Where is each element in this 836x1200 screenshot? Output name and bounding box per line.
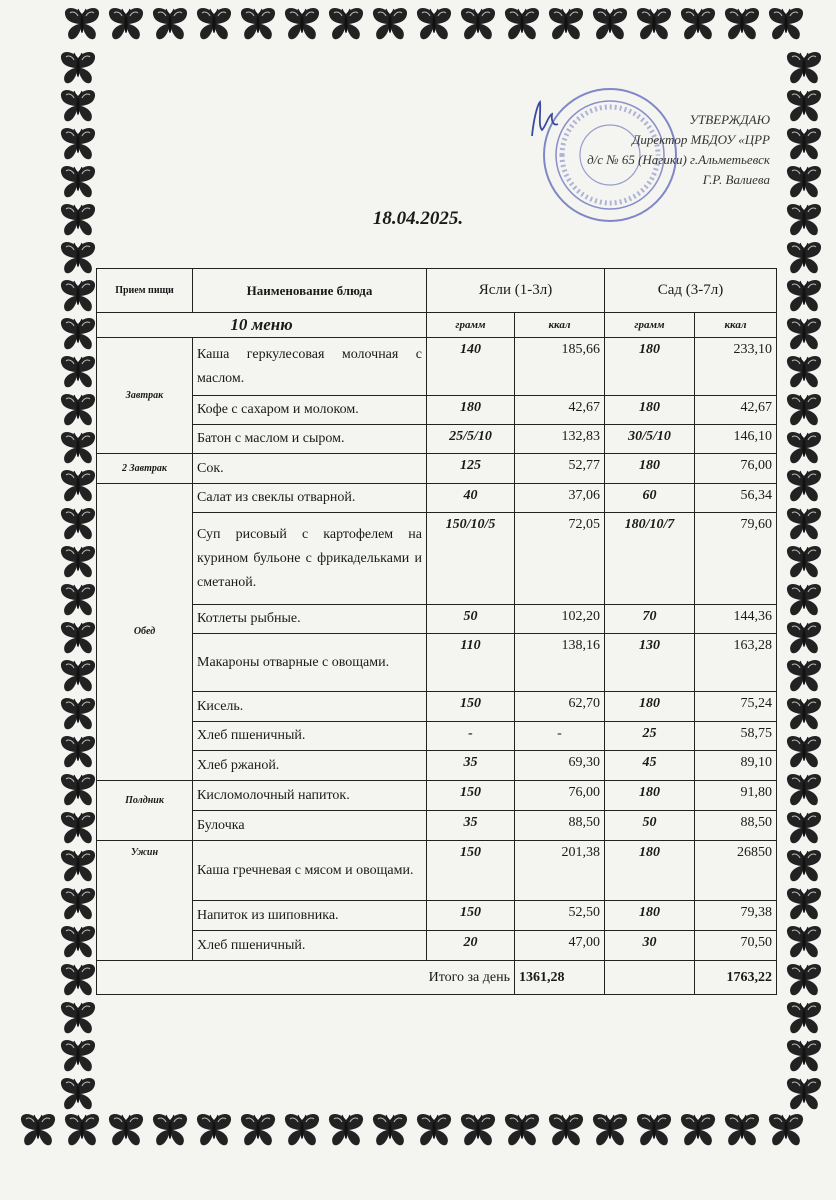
butterfly-icon xyxy=(678,6,718,42)
butterfly-icon xyxy=(784,962,824,998)
nursery-kcal: 42,67 xyxy=(515,396,605,425)
nursery-kcal: 52,50 xyxy=(515,901,605,931)
butterfly-icon xyxy=(58,848,98,884)
butterfly-icon xyxy=(58,1000,98,1036)
butterfly-icon xyxy=(58,658,98,694)
butterfly-icon xyxy=(784,810,824,846)
approval-block xyxy=(587,110,770,190)
butterfly-icon xyxy=(722,6,762,42)
nursery-kcal: 52,77 xyxy=(515,454,605,484)
nursery-kcal: 132,83 xyxy=(515,425,605,454)
butterfly-icon xyxy=(634,1112,674,1148)
kindergarten-gram: 60 xyxy=(605,484,695,513)
table-row xyxy=(97,751,777,781)
dish-name: Кофе с сахаром и молоком. xyxy=(193,396,427,425)
butterfly-icon xyxy=(678,1112,718,1148)
nursery-gram: 150 xyxy=(427,692,515,722)
table-subheader-row xyxy=(97,313,777,338)
kindergarten-gram: 180 xyxy=(605,692,695,722)
total-empty-cell xyxy=(605,961,695,995)
butterfly-icon xyxy=(784,772,824,808)
approval-position: Директор МБДОУ «ЦРР xyxy=(632,132,770,147)
kindergarten-kcal: 70,50 xyxy=(695,931,777,961)
butterfly-icon xyxy=(58,126,98,162)
butterfly-icon xyxy=(784,392,824,428)
butterfly-icon xyxy=(58,278,98,314)
butterfly-icon xyxy=(784,430,824,466)
dish-name: Кисломолочный напиток. xyxy=(193,781,427,811)
nursery-gram: 20 xyxy=(427,931,515,961)
nursery-gram: 35 xyxy=(427,811,515,841)
dish-name: Хлеб пшеничный. xyxy=(193,931,427,961)
butterfly-icon xyxy=(58,430,98,466)
dish-name: Котлеты рыбные. xyxy=(193,605,427,634)
kindergarten-kcal: 75,24 xyxy=(695,692,777,722)
nursery-kcal: 201,38 xyxy=(515,841,605,901)
table-row xyxy=(97,722,777,751)
subheader-gram: грамм xyxy=(427,313,515,338)
meal-dinner: Ужин xyxy=(97,841,193,961)
butterfly-icon xyxy=(62,6,102,42)
nursery-gram: 140 xyxy=(427,338,515,396)
butterfly-icon xyxy=(502,1112,542,1148)
nursery-kcal: 76,00 xyxy=(515,781,605,811)
approval-organization: д/с № 65 (Нагики) г.Альметьевск xyxy=(587,152,770,167)
butterfly-icon xyxy=(238,1112,278,1148)
header-group-kindergarten: Сад (3-7л) xyxy=(605,269,777,313)
butterfly-icon xyxy=(546,6,586,42)
kindergarten-kcal: 79,38 xyxy=(695,901,777,931)
butterfly-icon xyxy=(784,1000,824,1036)
table-row xyxy=(97,425,777,454)
meal-afternoon-snack: Полдник xyxy=(97,781,193,841)
butterfly-icon xyxy=(194,6,234,42)
butterfly-icon xyxy=(58,468,98,504)
header-meal: Прием пищи xyxy=(97,269,193,313)
butterfly-icon xyxy=(18,1112,58,1148)
table-row xyxy=(97,338,777,396)
butterfly-icon xyxy=(282,6,322,42)
butterfly-icon xyxy=(784,886,824,922)
butterfly-icon xyxy=(58,316,98,352)
kindergarten-gram: 30 xyxy=(605,931,695,961)
subheader-gram: грамм xyxy=(605,313,695,338)
nursery-gram: 125 xyxy=(427,454,515,484)
butterfly-icon xyxy=(784,658,824,694)
nursery-gram: 150 xyxy=(427,781,515,811)
table-row xyxy=(97,484,777,513)
kindergarten-kcal: 76,00 xyxy=(695,454,777,484)
table-row xyxy=(97,605,777,634)
approval-director-name: Г.Р. Валиева xyxy=(702,172,770,187)
butterfly-icon xyxy=(58,734,98,770)
butterfly-icon xyxy=(58,886,98,922)
butterfly-icon xyxy=(282,1112,322,1148)
kindergarten-kcal: 79,60 xyxy=(695,513,777,605)
butterfly-border-bottom xyxy=(18,1112,806,1148)
butterfly-icon xyxy=(194,1112,234,1148)
kindergarten-kcal: 163,28 xyxy=(695,634,777,692)
kindergarten-gram: 180 xyxy=(605,396,695,425)
butterfly-icon xyxy=(784,924,824,960)
table-row xyxy=(97,781,777,811)
dish-name: Напиток из шиповника. xyxy=(193,901,427,931)
kindergarten-kcal: 89,10 xyxy=(695,751,777,781)
butterfly-icon xyxy=(58,240,98,276)
butterfly-icon xyxy=(458,6,498,42)
nursery-gram: 50 xyxy=(427,605,515,634)
nursery-gram: - xyxy=(427,722,515,751)
nursery-gram: 25/5/10 xyxy=(427,425,515,454)
nursery-gram: 150/10/5 xyxy=(427,513,515,605)
butterfly-icon xyxy=(370,1112,410,1148)
dish-name: Хлеб ржаной. xyxy=(193,751,427,781)
kindergarten-gram: 180 xyxy=(605,454,695,484)
dish-name: Макароны отварные с овощами. xyxy=(193,634,427,692)
butterfly-icon xyxy=(238,6,278,42)
butterfly-icon xyxy=(58,962,98,998)
nursery-kcal: 69,30 xyxy=(515,751,605,781)
table-header-row xyxy=(97,269,777,313)
butterfly-icon xyxy=(326,1112,366,1148)
butterfly-icon xyxy=(58,1038,98,1074)
nursery-kcal: 62,70 xyxy=(515,692,605,722)
table-row xyxy=(97,513,777,605)
butterfly-icon xyxy=(784,544,824,580)
kindergarten-gram: 180 xyxy=(605,338,695,396)
butterfly-icon xyxy=(784,164,824,200)
kindergarten-kcal: 58,75 xyxy=(695,722,777,751)
dish-name: Каша гречневая с мясом и овощами. xyxy=(193,841,427,901)
dish-name: Батон с маслом и сыром. xyxy=(193,425,427,454)
butterfly-icon xyxy=(58,88,98,124)
nursery-gram: 40 xyxy=(427,484,515,513)
butterfly-icon xyxy=(58,392,98,428)
butterfly-border-top xyxy=(62,6,806,42)
dish-name: Кисель. xyxy=(193,692,427,722)
nursery-gram: 150 xyxy=(427,841,515,901)
total-nursery-kcal: 1361,28 xyxy=(515,961,605,995)
butterfly-icon xyxy=(784,848,824,884)
butterfly-icon xyxy=(766,6,806,42)
table-row xyxy=(97,454,777,484)
table-row xyxy=(97,692,777,722)
butterfly-icon xyxy=(784,582,824,618)
subheader-kcal: ккал xyxy=(695,313,777,338)
kindergarten-kcal: 233,10 xyxy=(695,338,777,396)
dish-name: Булочка xyxy=(193,811,427,841)
nursery-kcal: 88,50 xyxy=(515,811,605,841)
butterfly-icon xyxy=(784,1038,824,1074)
butterfly-icon xyxy=(784,126,824,162)
butterfly-icon xyxy=(58,772,98,808)
menu-date: 18.04.2025. xyxy=(372,208,464,229)
kindergarten-gram: 130 xyxy=(605,634,695,692)
table-row xyxy=(97,901,777,931)
table-row xyxy=(97,931,777,961)
approval-title: УТВЕРЖДАЮ xyxy=(689,112,770,127)
kindergarten-gram: 45 xyxy=(605,751,695,781)
nursery-kcal: 102,20 xyxy=(515,605,605,634)
butterfly-icon xyxy=(58,582,98,618)
butterfly-icon xyxy=(58,50,98,86)
menu-number: 10 меню xyxy=(97,313,427,338)
nursery-kcal: 72,05 xyxy=(515,513,605,605)
meal-lunch: Обед xyxy=(97,484,193,781)
butterfly-icon xyxy=(62,1112,102,1148)
table-row xyxy=(97,811,777,841)
meal-breakfast: Завтрак xyxy=(97,338,193,454)
butterfly-icon xyxy=(784,316,824,352)
total-kindergarten-kcal: 1763,22 xyxy=(695,961,777,995)
dish-name: Сок. xyxy=(193,454,427,484)
butterfly-icon xyxy=(150,1112,190,1148)
kindergarten-gram: 50 xyxy=(605,811,695,841)
butterfly-icon xyxy=(784,354,824,390)
signature xyxy=(524,96,584,146)
butterfly-icon xyxy=(766,1112,806,1148)
nursery-kcal: 47,00 xyxy=(515,931,605,961)
subheader-kcal: ккал xyxy=(515,313,605,338)
kindergarten-gram: 70 xyxy=(605,605,695,634)
butterfly-icon xyxy=(634,6,674,42)
butterfly-icon xyxy=(784,50,824,86)
butterfly-icon xyxy=(58,506,98,542)
butterfly-icon xyxy=(590,6,630,42)
dish-name: Суп рисовый с картофелем на курином бульоне с фрикадельками и сметаной. xyxy=(193,513,427,605)
butterfly-icon xyxy=(784,696,824,732)
butterfly-icon xyxy=(414,6,454,42)
dish-name: Хлеб пшеничный. xyxy=(193,722,427,751)
kindergarten-gram: 180 xyxy=(605,841,695,901)
kindergarten-kcal: 91,80 xyxy=(695,781,777,811)
butterfly-icon xyxy=(326,6,366,42)
nursery-gram: 110 xyxy=(427,634,515,692)
butterfly-icon xyxy=(58,924,98,960)
kindergarten-kcal: 88,50 xyxy=(695,811,777,841)
kindergarten-kcal: 42,67 xyxy=(695,396,777,425)
meal-second-breakfast: 2 Завтрак xyxy=(97,454,193,484)
butterfly-icon xyxy=(150,6,190,42)
butterfly-icon xyxy=(58,810,98,846)
nursery-gram: 150 xyxy=(427,901,515,931)
butterfly-icon xyxy=(722,1112,762,1148)
butterfly-icon xyxy=(546,1112,586,1148)
butterfly-icon xyxy=(784,734,824,770)
kindergarten-gram: 180/10/7 xyxy=(605,513,695,605)
kindergarten-kcal: 56,34 xyxy=(695,484,777,513)
nursery-kcal: - xyxy=(515,722,605,751)
nursery-gram: 180 xyxy=(427,396,515,425)
kindergarten-gram: 180 xyxy=(605,901,695,931)
butterfly-icon xyxy=(106,6,146,42)
butterfly-icon xyxy=(58,620,98,656)
kindergarten-gram: 180 xyxy=(605,781,695,811)
kindergarten-kcal: 146,10 xyxy=(695,425,777,454)
butterfly-icon xyxy=(58,696,98,732)
butterfly-icon xyxy=(590,1112,630,1148)
header-dish: Наименование блюда xyxy=(193,269,427,313)
butterfly-icon xyxy=(106,1112,146,1148)
nursery-gram: 35 xyxy=(427,751,515,781)
butterfly-icon xyxy=(784,88,824,124)
nursery-kcal: 138,16 xyxy=(515,634,605,692)
butterfly-icon xyxy=(58,354,98,390)
butterfly-icon xyxy=(784,468,824,504)
butterfly-icon xyxy=(784,240,824,276)
dish-name: Каша геркулесовая молочная с маслом. xyxy=(193,338,427,396)
butterfly-icon xyxy=(58,1076,98,1112)
butterfly-icon xyxy=(58,164,98,200)
butterfly-icon xyxy=(502,6,542,42)
butterfly-icon xyxy=(370,6,410,42)
butterfly-icon xyxy=(784,278,824,314)
table-row xyxy=(97,396,777,425)
total-row xyxy=(97,961,777,995)
butterfly-icon xyxy=(58,544,98,580)
butterfly-icon xyxy=(784,1076,824,1112)
dish-name: Салат из свеклы отварной. xyxy=(193,484,427,513)
nursery-kcal: 185,66 xyxy=(515,338,605,396)
kindergarten-gram: 30/5/10 xyxy=(605,425,695,454)
butterfly-icon xyxy=(458,1112,498,1148)
kindergarten-kcal: 26850 xyxy=(695,841,777,901)
menu-table xyxy=(96,268,777,995)
total-label: Итого за день xyxy=(97,961,515,995)
butterfly-icon xyxy=(414,1112,454,1148)
kindergarten-gram: 25 xyxy=(605,722,695,751)
butterfly-icon xyxy=(784,506,824,542)
header-group-nursery: Ясли (1-3л) xyxy=(427,269,605,313)
nursery-kcal: 37,06 xyxy=(515,484,605,513)
kindergarten-kcal: 144,36 xyxy=(695,605,777,634)
table-row xyxy=(97,634,777,692)
table-row xyxy=(97,841,777,901)
butterfly-icon xyxy=(784,620,824,656)
